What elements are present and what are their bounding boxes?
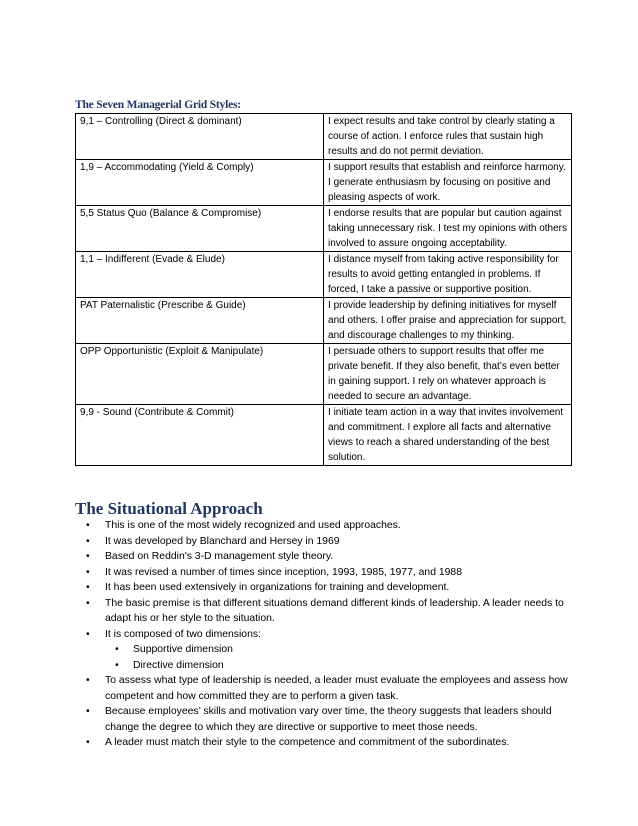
list-item — [75, 596, 575, 627]
table-row — [76, 206, 572, 252]
bullet-icon: • — [86, 675, 90, 686]
bullet-icon: • — [86, 706, 90, 717]
list-item-text: It was developed by Blanchard and Hersey in 1969 — [105, 535, 340, 547]
table-row — [76, 252, 572, 298]
list-item-text: It has been used extensively in organizations for training and development. — [105, 582, 450, 593]
description-cell: I support results that establish and reinforce harmony. I generate enthusiasm by focusing on positive and pleasing aspects of work. — [324, 160, 572, 206]
style-cell: 1,1 – Indifferent (Evade & Elude) — [76, 252, 324, 298]
sub-bullet-list — [75, 642, 575, 673]
sub-list-item — [75, 642, 575, 658]
sub-list-item — [75, 658, 575, 674]
style-cell: 9,1 – Controlling (Direct & dominant) — [76, 114, 324, 160]
list-item — [75, 518, 575, 534]
bullet-icon: • — [86, 597, 90, 609]
section-heading: The Situational Approach — [75, 499, 263, 518]
list-item-text: To assess what type of leadership is needed, a leader must evaluate the employees and assess how competent and how committed they are to perform a given task. — [105, 675, 568, 702]
table-row — [76, 114, 572, 160]
list-item — [75, 673, 575, 704]
list-item-text: Based on Reddin's 3-D management style theory. — [105, 551, 334, 562]
table-row — [76, 405, 572, 466]
bullet-icon: • — [86, 582, 90, 593]
list-item — [75, 704, 575, 735]
list-item-text: It is composed of two dimensions: — [105, 628, 261, 640]
list-item-text: It was revised a number of times since inception, 1993, 1985, 1977, and 1988 — [105, 566, 462, 578]
list-item — [75, 565, 575, 581]
style-cell: 1,9 – Accommodating (Yield & Comply) — [76, 160, 324, 206]
bullet-icon: • — [86, 566, 90, 578]
bullet-list — [75, 518, 575, 751]
bullet-icon: • — [86, 628, 90, 640]
description-cell: I endorse results that are popular but caution against taking unnecessary risk. I test my opinions with others involved to assure ongoing acceptability. — [324, 206, 572, 252]
bullet-icon: • — [86, 551, 90, 562]
managerial-grid-table — [75, 113, 572, 466]
list-item-text: The basic premise is that different situations demand different kinds of leadership. A leader needs to adapt his or her style to the situation. — [105, 597, 564, 624]
sub-list-container — [75, 642, 575, 673]
bullet-icon: • — [115, 659, 119, 671]
description-cell: I provide leadership by defining initiatives for myself and others. I offer praise and appreciation for support, and discourage challenges to my thinking. — [324, 298, 572, 344]
style-cell: 9,9 - Sound (Contribute & Commit) — [76, 405, 324, 466]
table-row — [76, 160, 572, 206]
list-item — [75, 627, 575, 643]
list-item-text: Because employees’ skills and motivation vary over time, the theory suggests that leaders should change the degree to which they are directive or supportive to meet those needs. — [105, 706, 552, 733]
table-row — [76, 298, 572, 344]
style-cell: 5,5 Status Quo (Balance & Compromise) — [76, 206, 324, 252]
list-item — [75, 735, 575, 751]
list-item — [75, 534, 575, 550]
table-row — [76, 344, 572, 405]
list-item — [75, 580, 575, 596]
bullet-icon: • — [86, 535, 90, 547]
style-cell: OPP Opportunistic (Exploit & Manipulate) — [76, 344, 324, 405]
bullet-icon: • — [86, 737, 90, 748]
description-cell: I expect results and take control by clearly stating a course of action. I enforce rules that sustain high results and do not permit deviation. — [324, 114, 572, 160]
list-item-text: Directive dimension — [133, 659, 224, 671]
description-cell: I initiate team action in a way that invites involvement and commitment. I explore all facts and alternative views to reach a shared understanding of the best solution. — [324, 405, 572, 466]
list-item-text: This is one of the most widely recognized and used approaches. — [105, 520, 401, 531]
list-item-text: A leader must match their style to the competence and commitment of the subordinates. — [105, 737, 510, 748]
style-cell: PAT Paternalistic (Prescribe & Guide) — [76, 298, 324, 344]
description-cell: I persuade others to support results that offer me private benefit. If they also benefit, that’s even better in gaining support. I rely on whatever approach is needed to secure an advantage. — [324, 344, 572, 405]
bullet-icon: • — [115, 644, 119, 655]
grid-styles-heading: The Seven Managerial Grid Styles: — [75, 99, 241, 111]
description-cell: I distance myself from taking active responsibility for results to avoid getting entangled in problems. If forced, I take a passive or supportive position. — [324, 252, 572, 298]
bullet-icon: • — [86, 520, 90, 531]
list-item — [75, 549, 575, 565]
list-item-text: Supportive dimension — [133, 644, 233, 655]
